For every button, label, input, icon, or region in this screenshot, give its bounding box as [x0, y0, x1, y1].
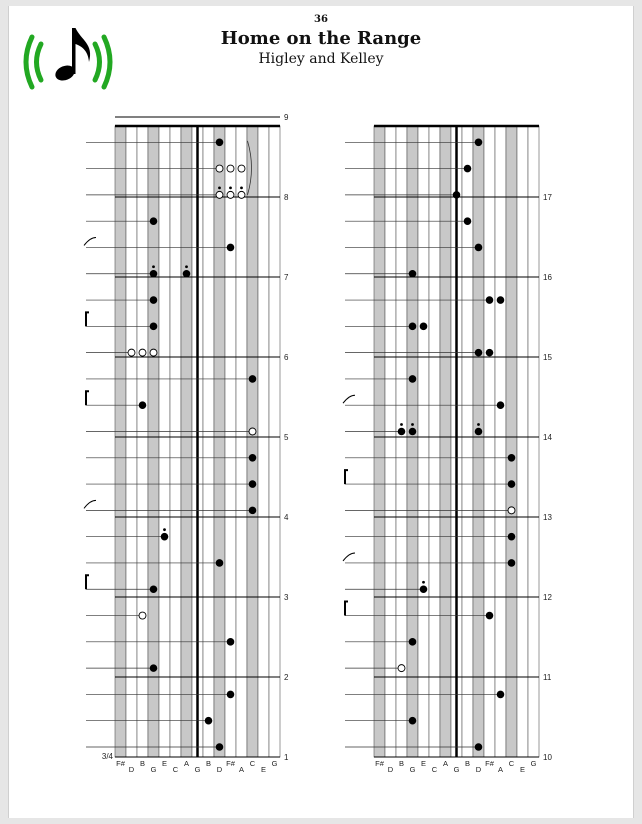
- dot-mark: [229, 186, 232, 189]
- filled-note: [139, 401, 147, 409]
- filled-note: [464, 217, 472, 225]
- filled-note: [420, 323, 428, 331]
- dot-mark: [400, 423, 403, 426]
- tine-label: B: [464, 759, 471, 768]
- open-note: [139, 612, 146, 619]
- open-note: [216, 191, 223, 198]
- filled-note: [249, 375, 257, 383]
- tine-13: [258, 126, 269, 757]
- time-signature: 3/4: [101, 752, 113, 761]
- measure-number: 17: [543, 193, 552, 202]
- tine-2: [396, 126, 407, 757]
- tine-5: [170, 126, 181, 757]
- measure-number: 12: [543, 593, 552, 602]
- tine-label: E: [519, 765, 526, 774]
- measure-number: 11: [543, 673, 552, 682]
- tine-14: [269, 126, 280, 757]
- filled-note: [508, 454, 516, 462]
- tine-label: F#: [485, 759, 494, 768]
- filled-note: [475, 244, 483, 252]
- page-number: 36: [314, 14, 328, 25]
- filled-note: [249, 454, 257, 462]
- measure-number: 13: [543, 513, 552, 522]
- measure-number: 8: [284, 193, 289, 202]
- tine-12: [506, 126, 517, 757]
- tine-8: [203, 126, 214, 757]
- filled-note: [464, 165, 472, 173]
- tine-label: G: [150, 765, 157, 774]
- tine-label: G: [453, 765, 460, 774]
- tine-2: [137, 126, 148, 757]
- filled-note: [497, 401, 505, 409]
- dot-mark: [240, 186, 243, 189]
- tine-label: G: [409, 765, 416, 774]
- filled-note: [150, 217, 158, 225]
- tine-9: [473, 126, 484, 757]
- filled-note: [227, 638, 235, 646]
- filled-note: [409, 375, 417, 383]
- filled-note: [183, 270, 191, 278]
- tine-0: [374, 126, 385, 757]
- tine-1: [126, 126, 137, 757]
- tine-label: F#: [226, 759, 235, 768]
- tine-label: C: [172, 765, 179, 774]
- open-note: [398, 665, 405, 672]
- measure-number: 4: [284, 513, 289, 522]
- filled-note: [150, 323, 158, 331]
- tine-12: [247, 126, 258, 757]
- dot-mark: [185, 265, 188, 268]
- tine-4: [418, 126, 429, 757]
- tine-6: [440, 126, 451, 757]
- filled-note: [409, 638, 417, 646]
- open-note: [238, 191, 245, 198]
- tine-label: C: [249, 759, 256, 768]
- tablature-right: [343, 126, 552, 774]
- tine-10: [225, 126, 236, 757]
- tine-label: A: [442, 759, 449, 768]
- measure-number: 10: [543, 753, 552, 762]
- filled-note: [453, 191, 461, 199]
- filled-note: [216, 743, 224, 751]
- open-note: [238, 165, 245, 172]
- tine-14: [528, 126, 539, 757]
- open-note: [216, 165, 223, 172]
- measure-number: 2: [284, 673, 289, 682]
- bracket-mark: [86, 391, 89, 405]
- filled-note: [409, 428, 417, 436]
- slide-mark: [84, 500, 96, 508]
- filled-note: [161, 533, 169, 541]
- measure-number: 7: [284, 273, 289, 282]
- open-note: [249, 428, 256, 435]
- dot-mark: [411, 423, 414, 426]
- dot-mark: [163, 528, 166, 531]
- filled-note: [497, 691, 505, 699]
- tine-3: [407, 126, 418, 757]
- tine-11: [236, 126, 247, 757]
- tine-label: G: [271, 759, 278, 768]
- tine-label: D: [216, 765, 223, 774]
- tine-label: F#: [375, 759, 384, 768]
- open-note: [227, 165, 234, 172]
- tine-label: A: [238, 765, 245, 774]
- open-note: [150, 349, 157, 356]
- filled-note: [227, 691, 235, 699]
- tine-label: G: [194, 765, 201, 774]
- tine-4: [159, 126, 170, 757]
- filled-note: [486, 612, 494, 620]
- tine-label: D: [475, 765, 482, 774]
- dot-mark: [218, 186, 221, 189]
- filled-note: [216, 138, 224, 146]
- tine-label: C: [508, 759, 515, 768]
- filled-note: [249, 480, 257, 488]
- filled-note: [216, 559, 224, 567]
- slide-mark: [84, 237, 96, 245]
- filled-note: [486, 349, 494, 357]
- tablature-left: [84, 113, 289, 774]
- tine-label: A: [497, 765, 504, 774]
- dot-mark: [152, 265, 155, 268]
- open-note: [508, 507, 515, 514]
- open-note: [227, 191, 234, 198]
- tine-0: [115, 126, 126, 757]
- filled-note: [409, 323, 417, 331]
- tine-1: [385, 126, 396, 757]
- dot-mark: [477, 423, 480, 426]
- measure-number: 15: [543, 353, 552, 362]
- open-note: [128, 349, 135, 356]
- measure-number: 3: [284, 593, 289, 602]
- filled-note: [205, 717, 213, 725]
- tine-label: E: [260, 765, 267, 774]
- slide-mark: [343, 553, 355, 561]
- filled-note: [508, 480, 516, 488]
- slide-mark: [343, 395, 355, 403]
- filled-note: [508, 559, 516, 567]
- filled-note: [150, 664, 158, 672]
- bracket-mark: [86, 575, 89, 589]
- tine-9: [214, 126, 225, 757]
- bracket-mark: [86, 312, 89, 326]
- filled-note: [486, 296, 494, 304]
- tine-label: F#: [116, 759, 125, 768]
- tine-label: D: [128, 765, 135, 774]
- bracket-mark: [345, 602, 348, 616]
- tine-label: E: [420, 759, 427, 768]
- filled-note: [475, 349, 483, 357]
- filled-note: [249, 507, 257, 515]
- measure-number: 5: [284, 433, 289, 442]
- dot-mark: [422, 581, 425, 584]
- tine-label: B: [139, 759, 146, 768]
- tine-11: [495, 126, 506, 757]
- tine-label: D: [387, 765, 394, 774]
- tine-label: A: [183, 759, 190, 768]
- filled-note: [150, 270, 158, 278]
- filled-note: [150, 296, 158, 304]
- filled-note: [508, 533, 516, 541]
- tine-label: B: [398, 759, 405, 768]
- tine-5: [429, 126, 440, 757]
- filled-note: [420, 585, 428, 593]
- bracket-mark: [345, 470, 348, 484]
- tine-label: G: [530, 759, 537, 768]
- measure-number: 14: [543, 433, 552, 442]
- measure-number: 6: [284, 353, 289, 362]
- tine-label: B: [205, 759, 212, 768]
- song-title: Home on the Range: [220, 28, 422, 49]
- measure-number: 1: [284, 753, 289, 762]
- tine-10: [484, 126, 495, 757]
- tine-label: E: [161, 759, 168, 768]
- tine-6: [181, 126, 192, 757]
- open-note: [139, 349, 146, 356]
- song-composers: Higley and Kelley: [258, 51, 384, 67]
- filled-note: [475, 138, 483, 146]
- measure-number: 16: [543, 273, 552, 282]
- filled-note: [497, 296, 505, 304]
- filled-note: [475, 743, 483, 751]
- filled-note: [409, 270, 417, 278]
- tine-label: C: [431, 765, 438, 774]
- filled-note: [409, 717, 417, 725]
- filled-note: [398, 428, 406, 436]
- filled-note: [475, 428, 483, 436]
- tine-13: [517, 126, 528, 757]
- measure-number: 9: [284, 113, 289, 122]
- filled-note: [227, 244, 235, 252]
- filled-note: [150, 585, 158, 593]
